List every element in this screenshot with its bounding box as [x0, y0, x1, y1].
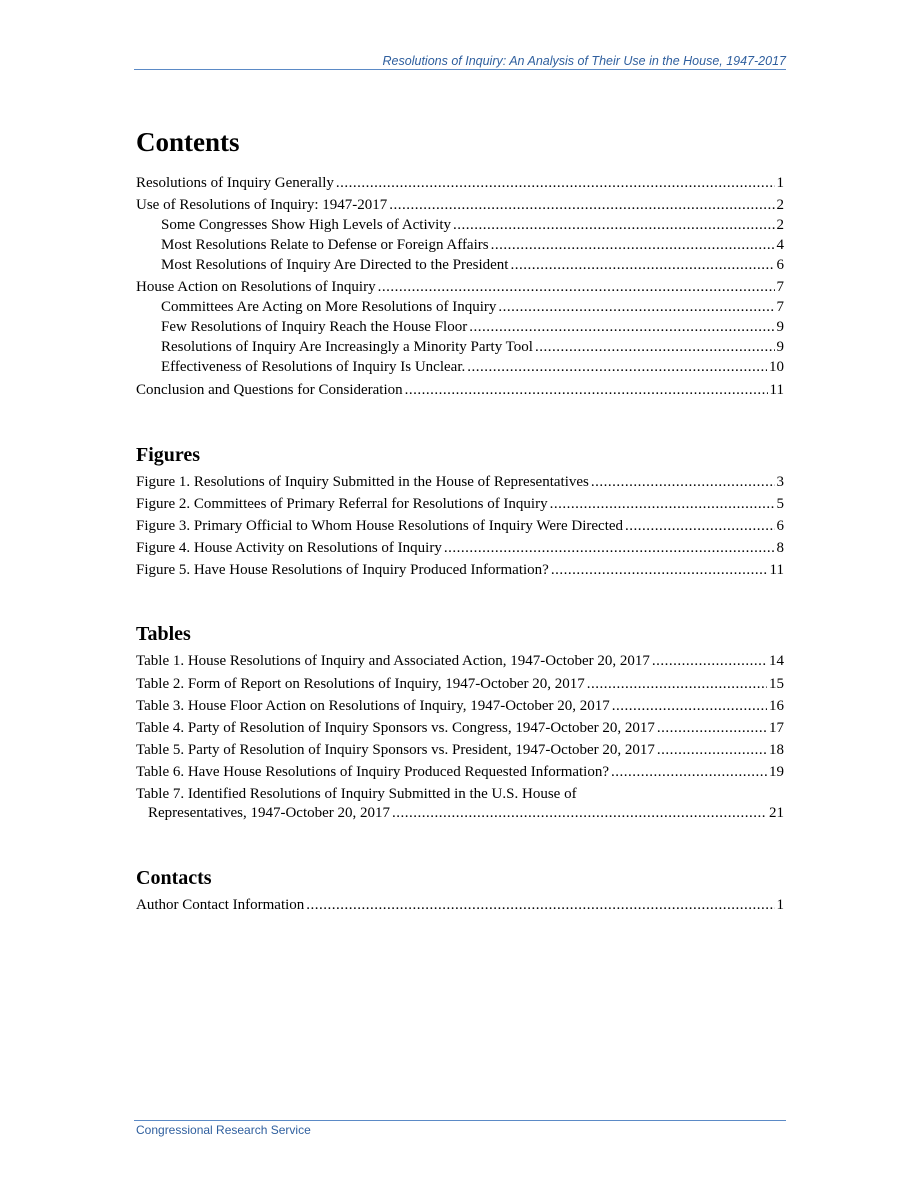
contact-entry[interactable]: Author Contact Information ..... 1: [136, 896, 784, 915]
toc-subentry[interactable]: Effectiveness of Resolutions of Inquiry Is Unclear. ..... 10: [136, 358, 784, 377]
figure-entry[interactable]: Figure 2. Committees of Primary Referral for Resolutions of Inquiry ..... 5: [136, 495, 784, 514]
table-entry[interactable]: Table 5. Party of Resolution of Inquiry Sponsors vs. President, 1947-October 20, 2017 ..... 18: [136, 741, 784, 760]
table-entry-line2: Representatives, 1947-October 20, 2017: [148, 805, 391, 822]
running-header-title: Resolutions of Inquiry: An Analysis of Their Use in the House, 1947-2017: [382, 54, 786, 68]
table-entry-wrapped[interactable]: [136, 785, 784, 823]
page-number: 7: [776, 299, 784, 316]
page-number: 5: [776, 495, 784, 512]
toc-entry[interactable]: House Action on Resolutions of Inquiry ..... 7: [136, 278, 784, 297]
tables-heading: Tables: [136, 623, 191, 646]
contents-list: [136, 174, 784, 400]
page-number: 7: [776, 279, 784, 296]
page-number: 1: [776, 897, 784, 914]
page-number: 4: [776, 237, 784, 254]
header-rule: [134, 69, 786, 70]
page-number: 16: [769, 697, 784, 714]
footer-publisher: Congressional Research Service: [136, 1123, 311, 1137]
figures-list: [136, 473, 784, 581]
tables-list: [136, 652, 784, 823]
page-number: 1: [776, 175, 784, 191]
toc-entry[interactable]: Resolutions of Inquiry Generally ..... 1: [136, 174, 784, 193]
contents-heading: Contents: [136, 127, 240, 157]
toc-entry[interactable]: Conclusion and Questions for Consideration ..... 11: [136, 381, 784, 400]
page-number: 2: [776, 217, 784, 234]
table-entry[interactable]: Table 6. Have House Resolutions of Inquiry Produced Requested Information? ..... 19: [136, 763, 784, 782]
toc-entry[interactable]: Use of Resolutions of Inquiry: 1947-2017 ..... 2: [136, 196, 784, 215]
page-number: 21: [769, 805, 784, 822]
page-number: 15: [769, 675, 784, 692]
figure-entry[interactable]: Figure 3. Primary Official to Whom House Resolutions of Inquiry Were Directed ..... 6: [136, 517, 784, 536]
page-number: 10: [769, 359, 784, 376]
toc-subentry[interactable]: Resolutions of Inquiry Are Increasingly a Minority Party Tool ..... 9: [136, 338, 784, 357]
page-number: 11: [769, 562, 784, 579]
toc-subentry[interactable]: Few Resolutions of Inquiry Reach the House Floor ..... 9: [136, 318, 784, 337]
page-number: 3: [776, 473, 784, 490]
figure-entry[interactable]: Figure 1. Resolutions of Inquiry Submitted in the House of Representatives ..... 3: [136, 473, 784, 492]
page-number: 6: [776, 517, 784, 534]
footer-rule: [134, 1120, 786, 1121]
table-entry-line1: Table 7. Identified Resolutions of Inquiry Submitted in the U.S. House of: [136, 786, 577, 803]
toc-subentry[interactable]: Some Congresses Show High Levels of Activity ..... 2: [136, 216, 784, 235]
figures-heading: Figures: [136, 443, 201, 466]
table-entry[interactable]: Table 2. Form of Report on Resolutions of Inquiry, 1947-October 20, 2017 ..... 15: [136, 675, 784, 694]
page-number: 2: [776, 197, 784, 214]
page-number: 9: [776, 339, 784, 356]
page-number: 9: [776, 319, 784, 336]
page-number: 8: [776, 540, 784, 557]
toc-subentry[interactable]: Committees Are Acting on More Resolutions of Inquiry ..... 7: [136, 298, 784, 317]
page-number: 6: [776, 257, 784, 274]
figure-entry[interactable]: Figure 4. House Activity on Resolutions of Inquiry ..... 8: [136, 539, 784, 558]
toc-subentry[interactable]: Most Resolutions of Inquiry Are Directed to the President ..... 6: [136, 256, 784, 275]
page-number: 19: [769, 764, 784, 781]
page-number: 17: [769, 719, 784, 736]
table-entry[interactable]: Table 1. House Resolutions of Inquiry and Associated Action, 1947-October 20, 2017 ..... 14: [136, 652, 784, 671]
page-number: 11: [769, 381, 784, 398]
contacts-heading: Contacts: [136, 867, 212, 890]
table-of-contents: [136, 124, 784, 915]
toc-subentry[interactable]: Most Resolutions Relate to Defense or Foreign Affairs ..... 4: [136, 236, 784, 255]
contacts-list: [136, 896, 784, 915]
table-entry[interactable]: Table 3. House Floor Action on Resolutions of Inquiry, 1947-October 20, 2017 ..... 16: [136, 697, 784, 716]
page-number: 18: [769, 742, 784, 759]
figure-entry[interactable]: Figure 5. Have House Resolutions of Inquiry Produced Information? ..... 11: [136, 561, 784, 580]
table-entry[interactable]: Table 4. Party of Resolution of Inquiry Sponsors vs. Congress, 1947-October 20, 2017 ..... 17: [136, 719, 784, 738]
page-number: 14: [769, 653, 784, 670]
